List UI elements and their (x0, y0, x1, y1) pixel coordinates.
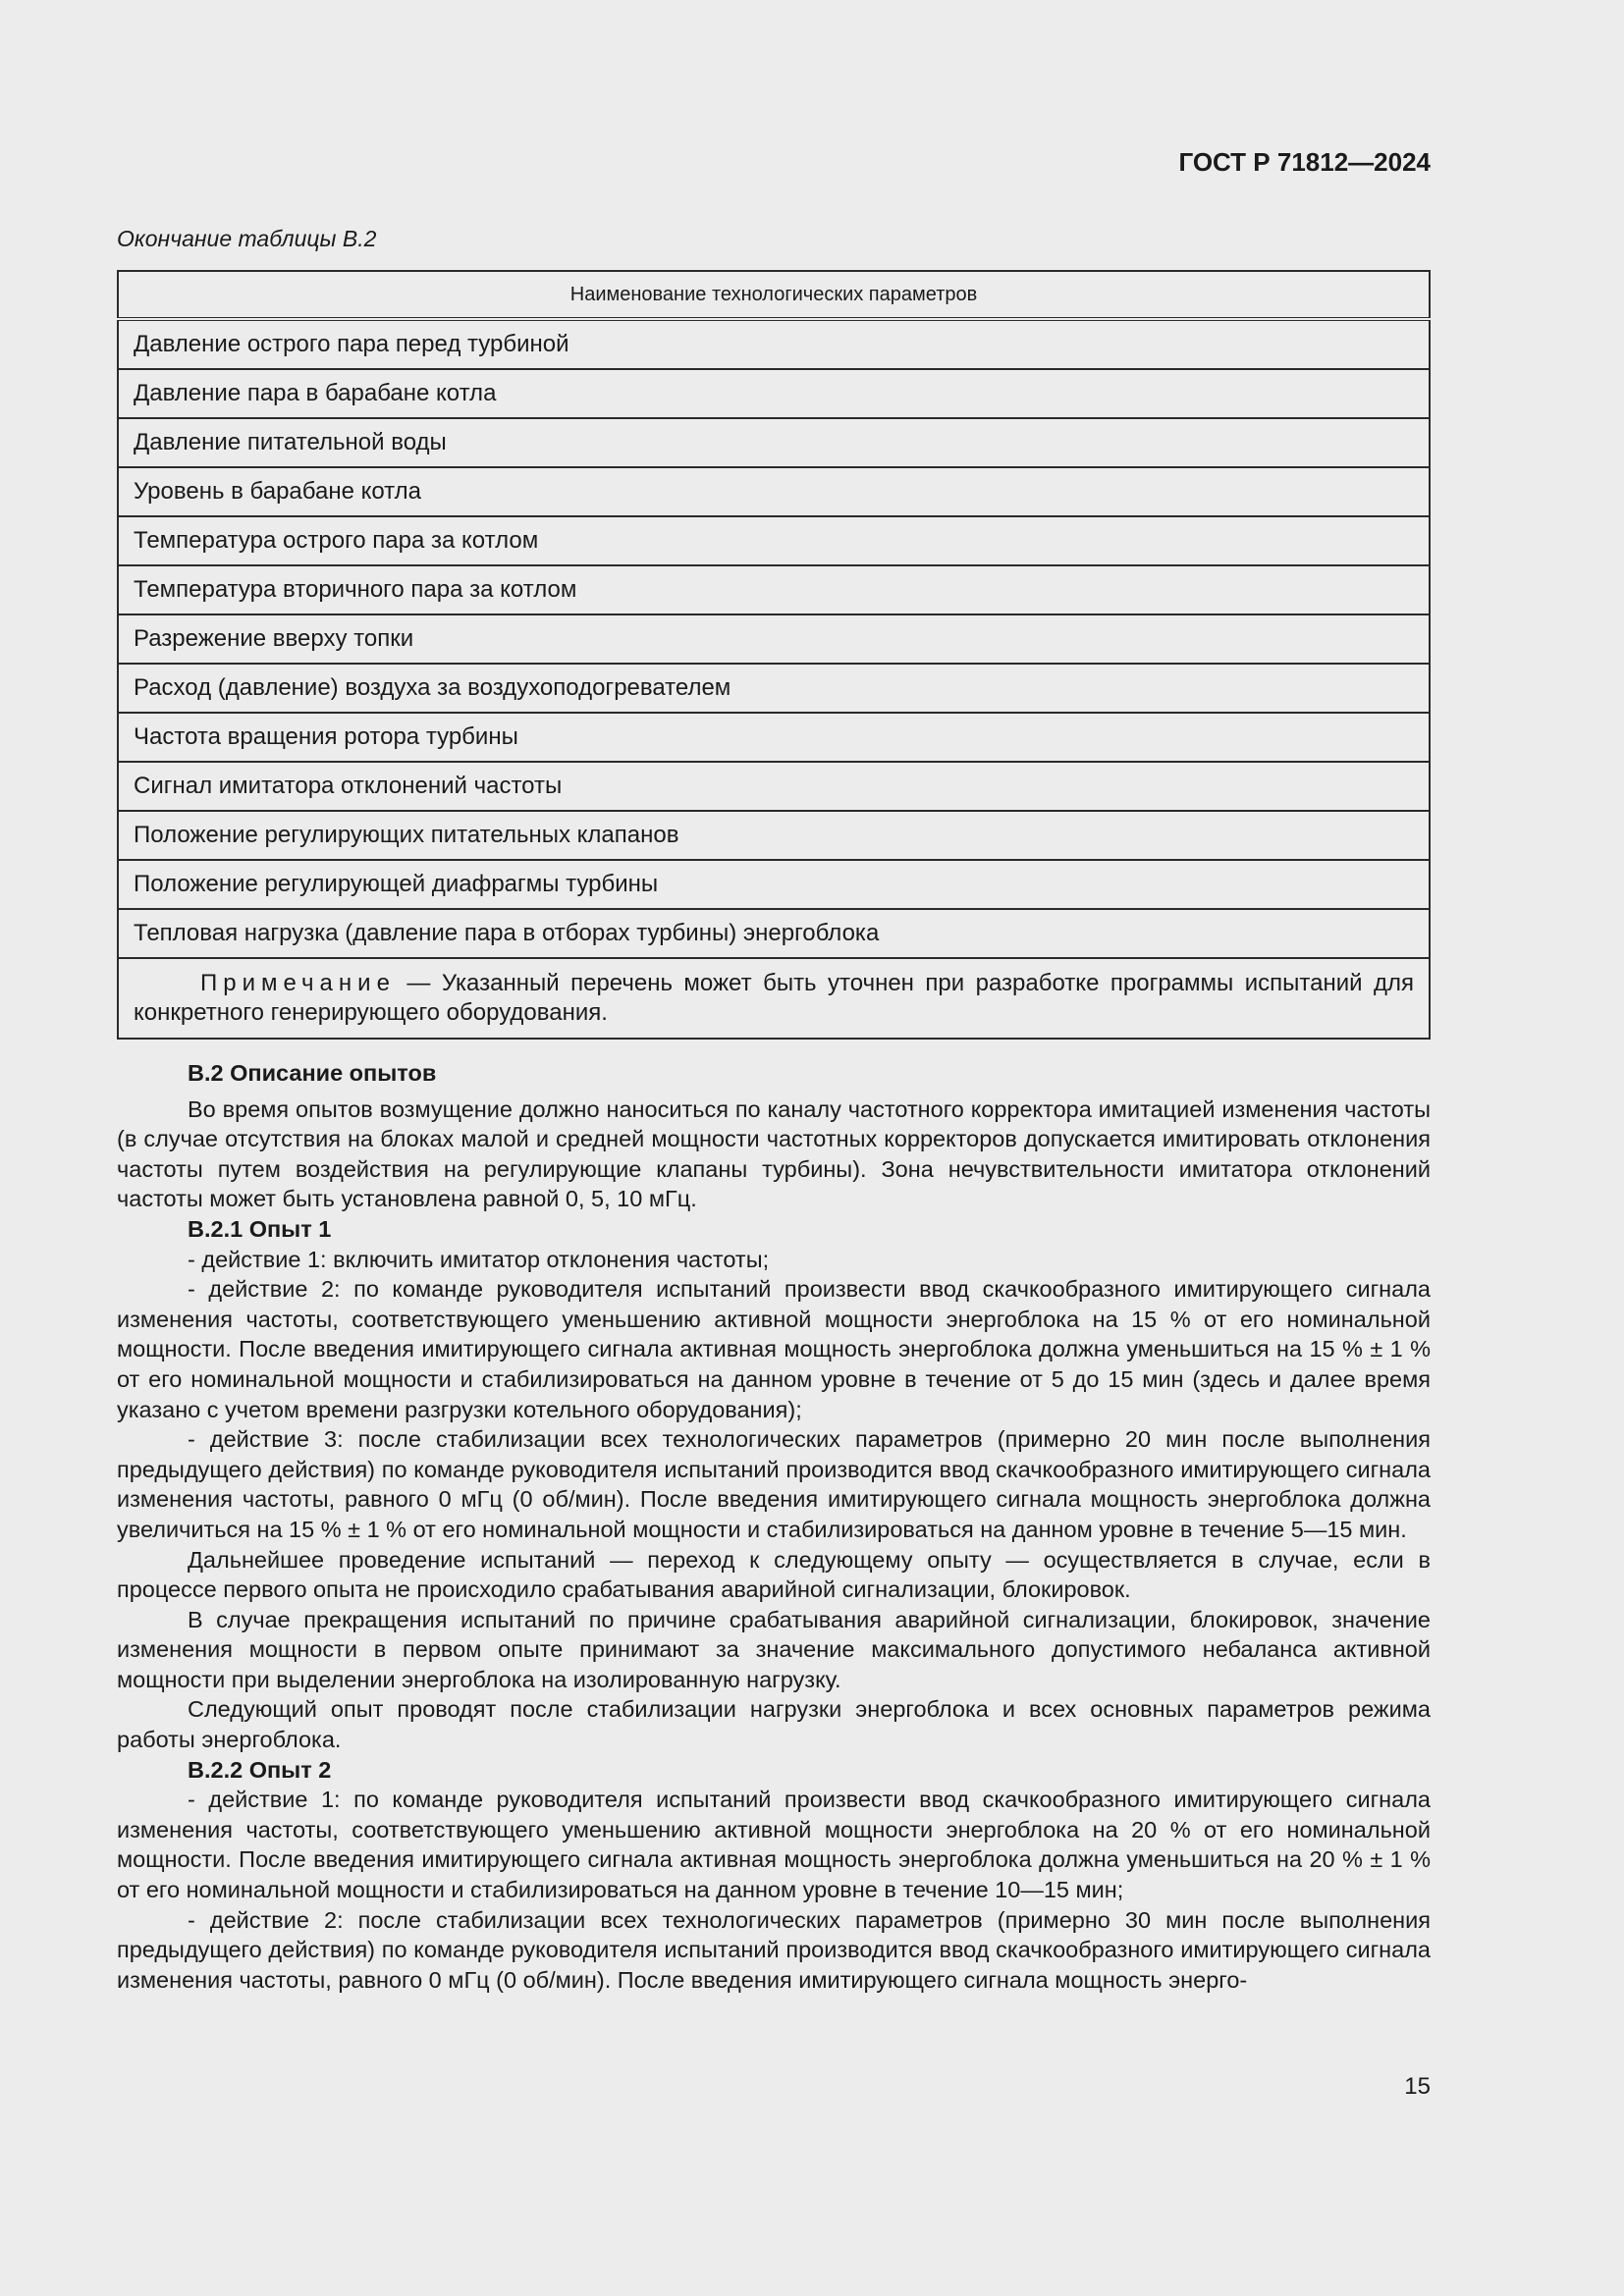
table-cell: Давление острого пара перед турбиной (118, 319, 1430, 369)
note-text: — Указанный перечень может быть уточнен при разработке программы испытаний для конкретного генерирующего оборудования. (134, 970, 1414, 1026)
table-row (118, 664, 1430, 713)
table-cell: Положение регулирующих питательных клапанов (118, 811, 1430, 860)
table-cell: Давление пара в барабане котла (118, 369, 1430, 418)
table-cell: Частота вращения ротора турбины (118, 713, 1430, 762)
paragraph-following: Следующий опыт проводят после стабилизации нагрузки энергоблока и всех основных параметров режима работы энергоблока. (117, 1696, 1431, 1753)
list-item: - действие 3: после стабилизации всех технологических параметров (примерно 20 мин после выполнения предыдущего действия) по команде руководителя испытаний производится ввод скачкообразного имитирующего сигнала изменения частоты, равного 0 мГц (0 об/мин). После введения имитирующего сигнала мощность энергоблока должна увеличиться на 15 % ± 1 % от его номинальной мощности и стабилизироваться на данном уровне в течение 5—15 мин. (117, 1426, 1431, 1542)
list-item: - действие 2: после стабилизации всех технологических параметров (примерно 30 мин после выполнения предыдущего действия) по команде руководителя испытаний производится ввод скачкообразного имитирующего сигнала изменения частоты, равного 0 мГц (0 об/мин). После введения имитирующего сигнала мощность энерго- (117, 1906, 1431, 1993)
document-code: ГОСТ Р 71812—2024 (1178, 147, 1431, 177)
table-cell: Положение регулирующей диафрагмы турбины (118, 860, 1430, 909)
table-row (118, 614, 1430, 664)
paragraph-next-experiment: Дальнейшее проведение испытаний — переход к следующему опыту — осуществляется в случае, если в процессе первого опыта не происходило срабатывания аварийной сигнализации, блокировок. (117, 1546, 1431, 1603)
table-row (118, 565, 1430, 614)
list-item: - действие 1: включить имитатор отклонения частоты; (188, 1246, 770, 1272)
table-note-row (118, 958, 1430, 1039)
paragraph-test-stop: В случае прекращения испытаний по причине срабатывания аварийной сигнализации, блокировок, значение изменения мощности в первом опыте принимают за значение максимального допустимого небаланса активной мощности при выделении энергоблока на изолированную нагрузку. (117, 1606, 1431, 1692)
table-caption: Окончание таблицы В.2 (117, 226, 377, 251)
table-cell: Давление питательной воды (118, 418, 1430, 467)
document-body (117, 1058, 1431, 1995)
table-row (118, 516, 1430, 565)
column-header: Наименование технологических параметров (118, 271, 1430, 319)
table-row (118, 467, 1430, 516)
experiment-1-title: В.2.1 Опыт 1 (188, 1215, 332, 1242)
table-cell: Уровень в барабане котла (118, 467, 1430, 516)
table-cell: Температура острого пара за котлом (118, 516, 1430, 565)
table-row (118, 811, 1430, 860)
table-row (118, 713, 1430, 762)
table-cell: Тепловая нагрузка (давление пара в отборах турбины) энергоблока (118, 909, 1430, 958)
list-item: - действие 2: по команде руководителя испытаний произвести ввод скачкообразного имитирующего сигнала изменения частоты, соответствующего уменьшению активной мощности энергоблока на 15 % от его номинальной мощности. После введения имитирующего сигнала активная мощность энергоблока должна уменьшиться на 15 % ± 1 % от его номинальной мощности и стабилизироваться на данном уровне в течение от 5 до 15 мин (здесь и далее время указано с учетом времени разгрузки котельного оборудования); (117, 1276, 1431, 1422)
intro-paragraph: Во время опытов возмущение должно наноситься по каналу частотного корректора имитацией изменения частоты (в случае отсутствия на блоках малой и средней мощности частотных корректоров допускается имитировать отклонения частоты путем воздействия на регулирующие клапаны турбины). Зона нечувствительности имитатора отклонений частоты может быть установлена равной 0, 5, 10 мГц. (117, 1095, 1431, 1212)
table-header-row (118, 271, 1430, 319)
table-cell: Сигнал имитатора отклонений частоты (118, 762, 1430, 811)
table-cell: Разрежение вверху топки (118, 614, 1430, 664)
table-row (118, 909, 1430, 958)
table-row (118, 319, 1430, 369)
experiment-2-title: В.2.2 Опыт 2 (188, 1756, 332, 1783)
list-item: - действие 1: по команде руководителя испытаний произвести ввод скачкообразного имитирующего сигнала изменения частоты, соответствующего уменьшению активной мощности энергоблока на 20 % от его номинальной мощности. После введения имитирующего сигнала активная мощность энергоблока должна уменьшиться на 20 % ± 1 % от его номинальной мощности и стабилизироваться на данном уровне в течение 10—15 мин; (117, 1787, 1431, 1903)
table-row (118, 418, 1430, 467)
page-number: 15 (1404, 2073, 1431, 2100)
section-heading: В.2 Описание опытов (188, 1060, 437, 1086)
table-row (118, 860, 1430, 909)
parameters-table (117, 270, 1431, 1040)
table-note (118, 958, 1430, 1039)
table-cell: Расход (давление) воздуха за воздухоподогревателем (118, 664, 1430, 713)
table-row (118, 762, 1430, 811)
table-row (118, 369, 1430, 418)
note-label: Примечание (200, 970, 396, 996)
table-cell: Температура вторичного пара за котлом (118, 565, 1430, 614)
